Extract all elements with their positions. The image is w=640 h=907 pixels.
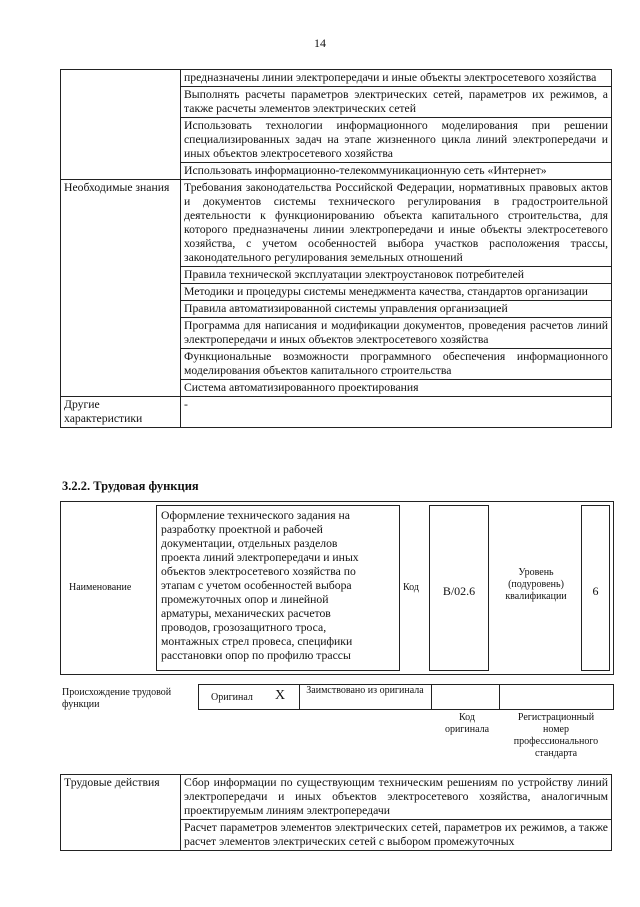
reg-number-caption: Регистрационный номер профессионального стандарта: [513, 712, 599, 759]
table-cell: Методики и процедуры системы менеджмента качества, стандартов организации: [181, 284, 612, 301]
code-box: [429, 505, 489, 671]
table-row: [61, 70, 612, 87]
table-row: [61, 397, 612, 428]
table-cell: Программа для написания и модификации документов, проведения расчетов линий электропередачи и иных объектов электросетевого хозяйства: [181, 318, 612, 349]
code-original-caption: Код оригинала: [444, 712, 490, 735]
table-cell: Сбор информации по существующим техническим решениям по устройству линий электропередачи и иных объектов электросетевого хозяйства, аналогичным проектируемым линиям электропередачи: [181, 775, 612, 820]
level-value: 6: [592, 584, 599, 598]
skills-knowledge-table: [60, 69, 612, 428]
name-label: Наименование: [69, 582, 132, 593]
origin-label: Происхождение трудовой функции: [62, 687, 172, 710]
labor-actions-table: [60, 774, 612, 851]
function-name-box: [156, 505, 400, 671]
origin-table: [198, 684, 614, 710]
table-cell: Требования законодательства Российской Федерации, нормативных правовых актов и документов системы технического регулирования в градостроительной деятельности к функционированию объекта капитального строительства, для которого предназначены линии электропередачи и иные объекты электросетевого хозяйства, с учетом особенностей выбора участков расположения трассы, законодательного регулирования земельных отношений: [181, 180, 612, 267]
borrowed-label: Заимствовано из оригинала: [306, 685, 424, 696]
section-title: 3.2.2. Трудовая функция: [62, 479, 199, 493]
table-cell: Правила автоматизированной системы управления организацией: [181, 301, 612, 318]
page-number: 14: [314, 36, 326, 50]
table-cell: -: [181, 397, 612, 428]
table-cell: Система автоматизированного проектирования: [181, 380, 612, 397]
level-label: Уровень (подуровень) квалификации: [505, 567, 567, 602]
table-cell: Правила технической эксплуатации электроустановок потребителей: [181, 267, 612, 284]
level-box: [581, 505, 610, 671]
table-cell: предназначены линии электропередачи и иные объекты электросетевого хозяйства: [181, 70, 612, 87]
table-row: [61, 180, 612, 267]
function-name-value: Оформление технического задания на разработку проектной и рабочей документации, отдельных разделов проекта линий электропередачи и иных объектов электросетевого хозяйства по этапам с учетом особенностей выбора промежуточных опор и линейной арматуры, механических расчетов проводов, грозозащитного троса, монтажных стрел провеса, специфики расстановки опор по профилю трассы: [161, 509, 359, 662]
row-label-actions: Трудовые действия: [61, 775, 181, 851]
function-block: [60, 501, 614, 675]
table-cell: Выполнять расчеты параметров электрических сетей, параметров их режимов, а также расчеты элементов электрических сетей: [181, 87, 612, 118]
table-cell: Использовать технологии информационного моделирования при решении специализированных задач на этапе жизненного цикла линий электропередачи и иных объектов электросетевого хозяйства: [181, 118, 612, 163]
code-label: Код: [403, 582, 419, 593]
original-mark: X: [275, 688, 286, 703]
original-label: Оригинал: [211, 692, 253, 703]
table-cell: Использовать информационно-телекоммуникационную сеть «Интернет»: [181, 163, 612, 180]
row-label-knowledge: Необходимые знания: [61, 180, 181, 397]
row-label-skills: [61, 70, 181, 180]
table-cell: Расчет параметров элементов электрических сетей, параметров их режимов, а также расчет элементов электрических сетей с выбором промежуточных: [181, 820, 612, 851]
table-cell: Функциональные возможности программного обеспечения информационного моделирования объектов капитального строительства: [181, 349, 612, 380]
code-value: B/02.6: [442, 584, 476, 598]
row-label-other: Другие характеристики: [61, 397, 181, 428]
table-row: [61, 775, 612, 820]
